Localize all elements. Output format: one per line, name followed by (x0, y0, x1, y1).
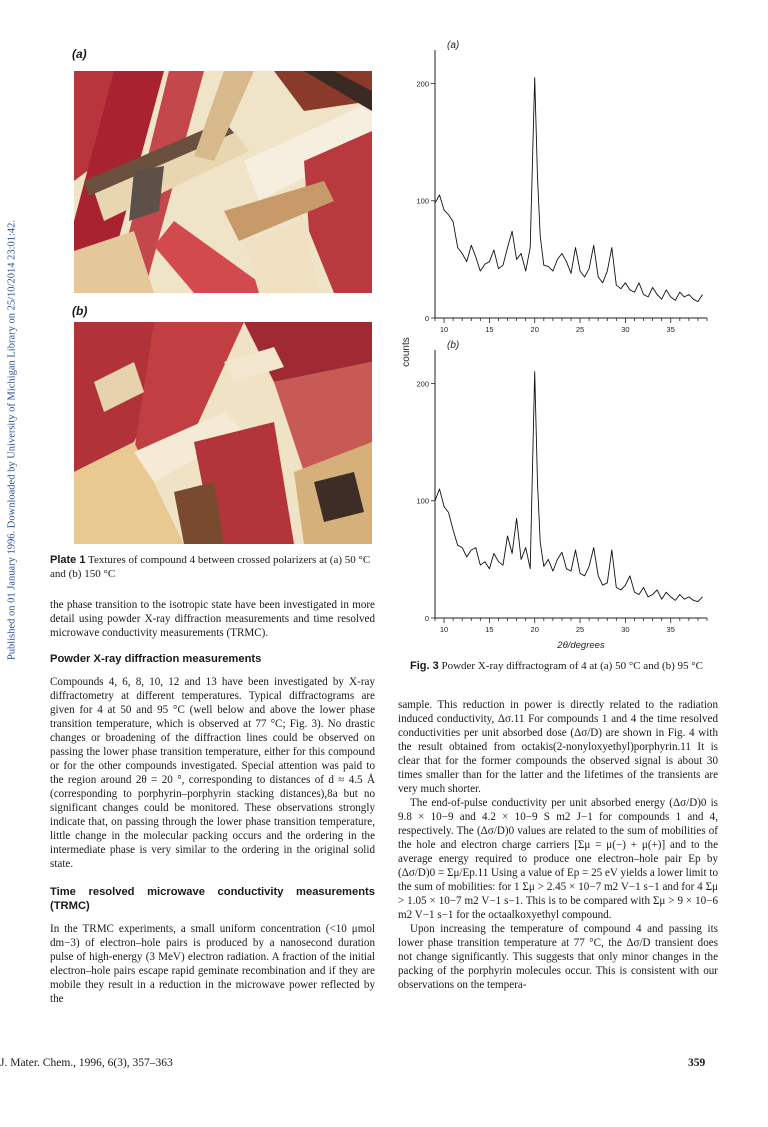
x-tick-label-b-10: 10 (439, 625, 449, 634)
figure-caption (410, 660, 740, 672)
y-tick-label-b-0: 0 (424, 614, 429, 623)
y-tick-label-a-0: 0 (424, 314, 429, 323)
plate-caption (50, 553, 375, 581)
section-heading-trmc: Time resolved microwave conductivity measurements (TRMC) (50, 886, 375, 912)
x-tick-label-b-30: 30 (621, 625, 630, 634)
right-para-1: sample. This reduction in power is directly related to the radiation induced conductivity, Δσ.11 For compounds 1 and 4 the time resolved conductivities per unit absorbed dose (Δσ/D) are shown in Fig. 4 with the result obtained from octakis(2-nonyloxyethyl)porphyrin.11 It is clear that for the former compounds the observed signal is about 30 times smaller than for the latter and the lifetimes of the transients are very much shorter. (398, 699, 718, 795)
y-tick-label-a-200: 200 (416, 79, 429, 89)
figure-caption-text: Powder X-ray diffractogram of 4 at (a) 50 °C and (b) 95 °C (438, 660, 704, 672)
y-tick-label-b-200: 200 (416, 379, 429, 389)
y-tick-label-a-100: 100 (416, 196, 429, 206)
x-tick-label-b-35: 35 (666, 625, 675, 634)
left-para-1: the phase transition to the isotropic state have been investigated in more detail using powder X-ray diffraction measurements and time resolved microwave conductivity measurements (TRMC). (50, 599, 375, 639)
texture-photo-a (74, 71, 372, 293)
x-axis-label: 2θ/degrees (557, 640, 605, 651)
x-tick-label-a-10: 10 (439, 325, 449, 334)
texture-photo-b (74, 322, 372, 544)
figure-caption-title: Fig. 3 (410, 660, 439, 672)
left-para-2: Compounds 4, 6, 8, 10, 12 and 13 have been investigated by X-ray diffractometry at different temperatures. Typical diffractograms are given for 4 at 50 and 95 °C (well below and above the lower phase transition temperature, which is observed at 77 °C; Fig. 3). No drastic changes or broadening of the diffraction lines could be observed on passing the lower phase transition temperature, either for this compound or for the other compounds investigated. Special attention was paid to the region around 2θ = 20 °, corresponding to distances of d ≈ 4.5 Å (corresponding to porphyrin–porphyrin stacking distances),8a but no significant changes could be monitored. These observations strongly indicate that, on passing through the lower phase transition temperature, little change in the molecular packing occurs and the ordering in the intermediate phase is very similar to the ordering in the original solid state. (50, 676, 375, 870)
left-column (50, 598, 375, 1006)
x-tick-label-b-25: 25 (575, 625, 585, 634)
x-tick-label-a-35: 35 (666, 325, 675, 334)
x-tick-label-b-15: 15 (485, 625, 494, 634)
panel-label-b: (b) (447, 340, 460, 351)
page-number: 359 (688, 1057, 706, 1069)
right-para-3: Upon increasing the temperature of compound 4 and passing its lower phase transition temperature at 77 °C, the Δσ/D transient does not change significantly. This suggests that only minor changes in the packing of the porphyrin molecules occur. This is consistent with our observations on the tempera- (398, 923, 718, 991)
x-tick-label-a-25: 25 (575, 325, 585, 334)
y-tick-label-b-100: 100 (416, 496, 429, 506)
plate-label-a: (a) (72, 47, 87, 61)
right-para-2: The end-of-pulse conductivity per unit absorbed energy (Δσ/D)0 is 9.8 × 10−9 and 4.2 × 10−9 S m2 J−1 for compounds 1 and 4, respectively. The (Δσ/D)0 values are related to the sum of mobilities of the hole and electron charge carriers [Σμ = μ(−) + μ(+)] and to the average energy required to produce one electron–hole pair Ep by (Δσ/D)0 = Σμ/Ep.11 Using a value of Ep = 25 eV yields a lower limit to the sum of mobilities: for 1 Σμ > 2.45 × 10−7 m2 V−1 s−1 and for 4 Σμ > 1.05 × 10−7 m2 V−1 s−1. This is to be compared with Σμ > 9 × 10−6 m2 V−1 s−1 for the octaalkoxyethyl compound. (398, 797, 718, 921)
plate-label-b: (b) (72, 304, 88, 318)
section-heading-xrd: Powder X-ray diffraction measurements (50, 653, 262, 665)
y-axis-label: counts (401, 337, 412, 367)
download-watermark: Published on 01 January 1996. Downloaded by University of Michigan Library on 25/10/2014 23:01:42. (6, 219, 18, 661)
panel-label-a: (a) (447, 40, 460, 51)
diffractogram-trace-b (435, 372, 703, 602)
x-tick-label-b-20: 20 (530, 625, 539, 634)
xrd-chart (395, 40, 725, 655)
x-tick-label-a-20: 20 (530, 325, 539, 334)
plate-caption-text: Textures of compound 4 between crossed polarizers at (a) 50 °C and (b) 150 °C (50, 554, 371, 580)
right-column (398, 698, 718, 992)
x-tick-label-a-15: 15 (485, 325, 494, 334)
journal-citation: J. Mater. Chem., 1996, 6(3), 357–363 (0, 1057, 173, 1069)
diffractogram-trace-a (435, 78, 703, 302)
left-para-3: In the TRMC experiments, a small uniform concentration (<10 μmol dm−3) of electron–hole pairs is produced by a nanosecond duration pulse of high-energy (3 MeV) electron radiation. A fraction of the initial electron–hole pairs escape rapid geminate recombination and if they are mobile they result in a reduction in the microwave power reflected by the (50, 923, 375, 1005)
plate-caption-title: Plate 1 (50, 554, 86, 566)
x-tick-label-a-30: 30 (621, 325, 630, 334)
